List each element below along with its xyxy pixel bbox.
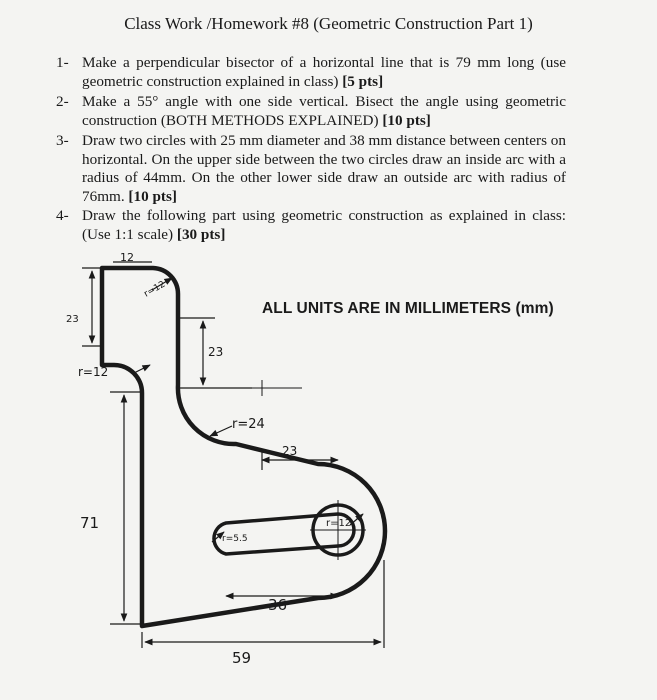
- part-outline: [102, 268, 385, 626]
- task-points: [30 pts]: [176, 225, 226, 243]
- task-points: [10 pts]: [382, 111, 431, 129]
- dim-total-width: 59: [232, 649, 252, 667]
- dim-left-height: 23: [66, 314, 79, 325]
- task-text: Draw the following part using geometric construction as explained in class: (Use 1:1 scale): [82, 207, 566, 243]
- task-number: 2-: [56, 93, 69, 110]
- dim-top-width: 12: [120, 251, 134, 264]
- dim-inner-radius: r=12: [78, 365, 109, 379]
- task-text: Make a perpendicular bisector of a horizontal line that is 79 mm long (use geometric construction explained in class): [82, 54, 566, 90]
- page-title: Class Work /Homework #8 (Geometric Construction Part 1): [124, 14, 533, 33]
- dim-slot-length: 36: [268, 596, 288, 614]
- task-text: Make a 55° angle with one side vertical. Bisect the angle using geometric construction (BOTH METHODS EXPLAINED): [82, 93, 566, 129]
- dim-mid-height: 23: [208, 345, 224, 359]
- dim-top-radius: r=12: [142, 279, 168, 300]
- task-number: 1-: [56, 54, 69, 71]
- task-points: [10 pts]: [128, 187, 177, 205]
- task-text: Draw two circles with 25 mm diameter and 38 mm distance between centers on horizontal. On the upper side between the two circles draw an inside arc with a radius of 44mm. On the other lower side draw an outside arc with radius of 76mm.: [82, 132, 566, 205]
- dim-slot-end-radius: r=5.5: [222, 534, 248, 544]
- dim-boss-radius: r=12: [326, 518, 352, 529]
- task-number: 3-: [56, 132, 69, 149]
- dim-horizontal-offset: 23: [282, 444, 298, 458]
- task-points: [5 pts]: [342, 72, 384, 90]
- dim-corner-radius: r=24: [232, 417, 265, 432]
- dimension-lines: [82, 262, 384, 648]
- dim-total-height: 71: [80, 514, 100, 532]
- task-number: 4-: [56, 207, 69, 224]
- units-note: ALL UNITS ARE IN MILLIMETERS (mm): [262, 300, 554, 317]
